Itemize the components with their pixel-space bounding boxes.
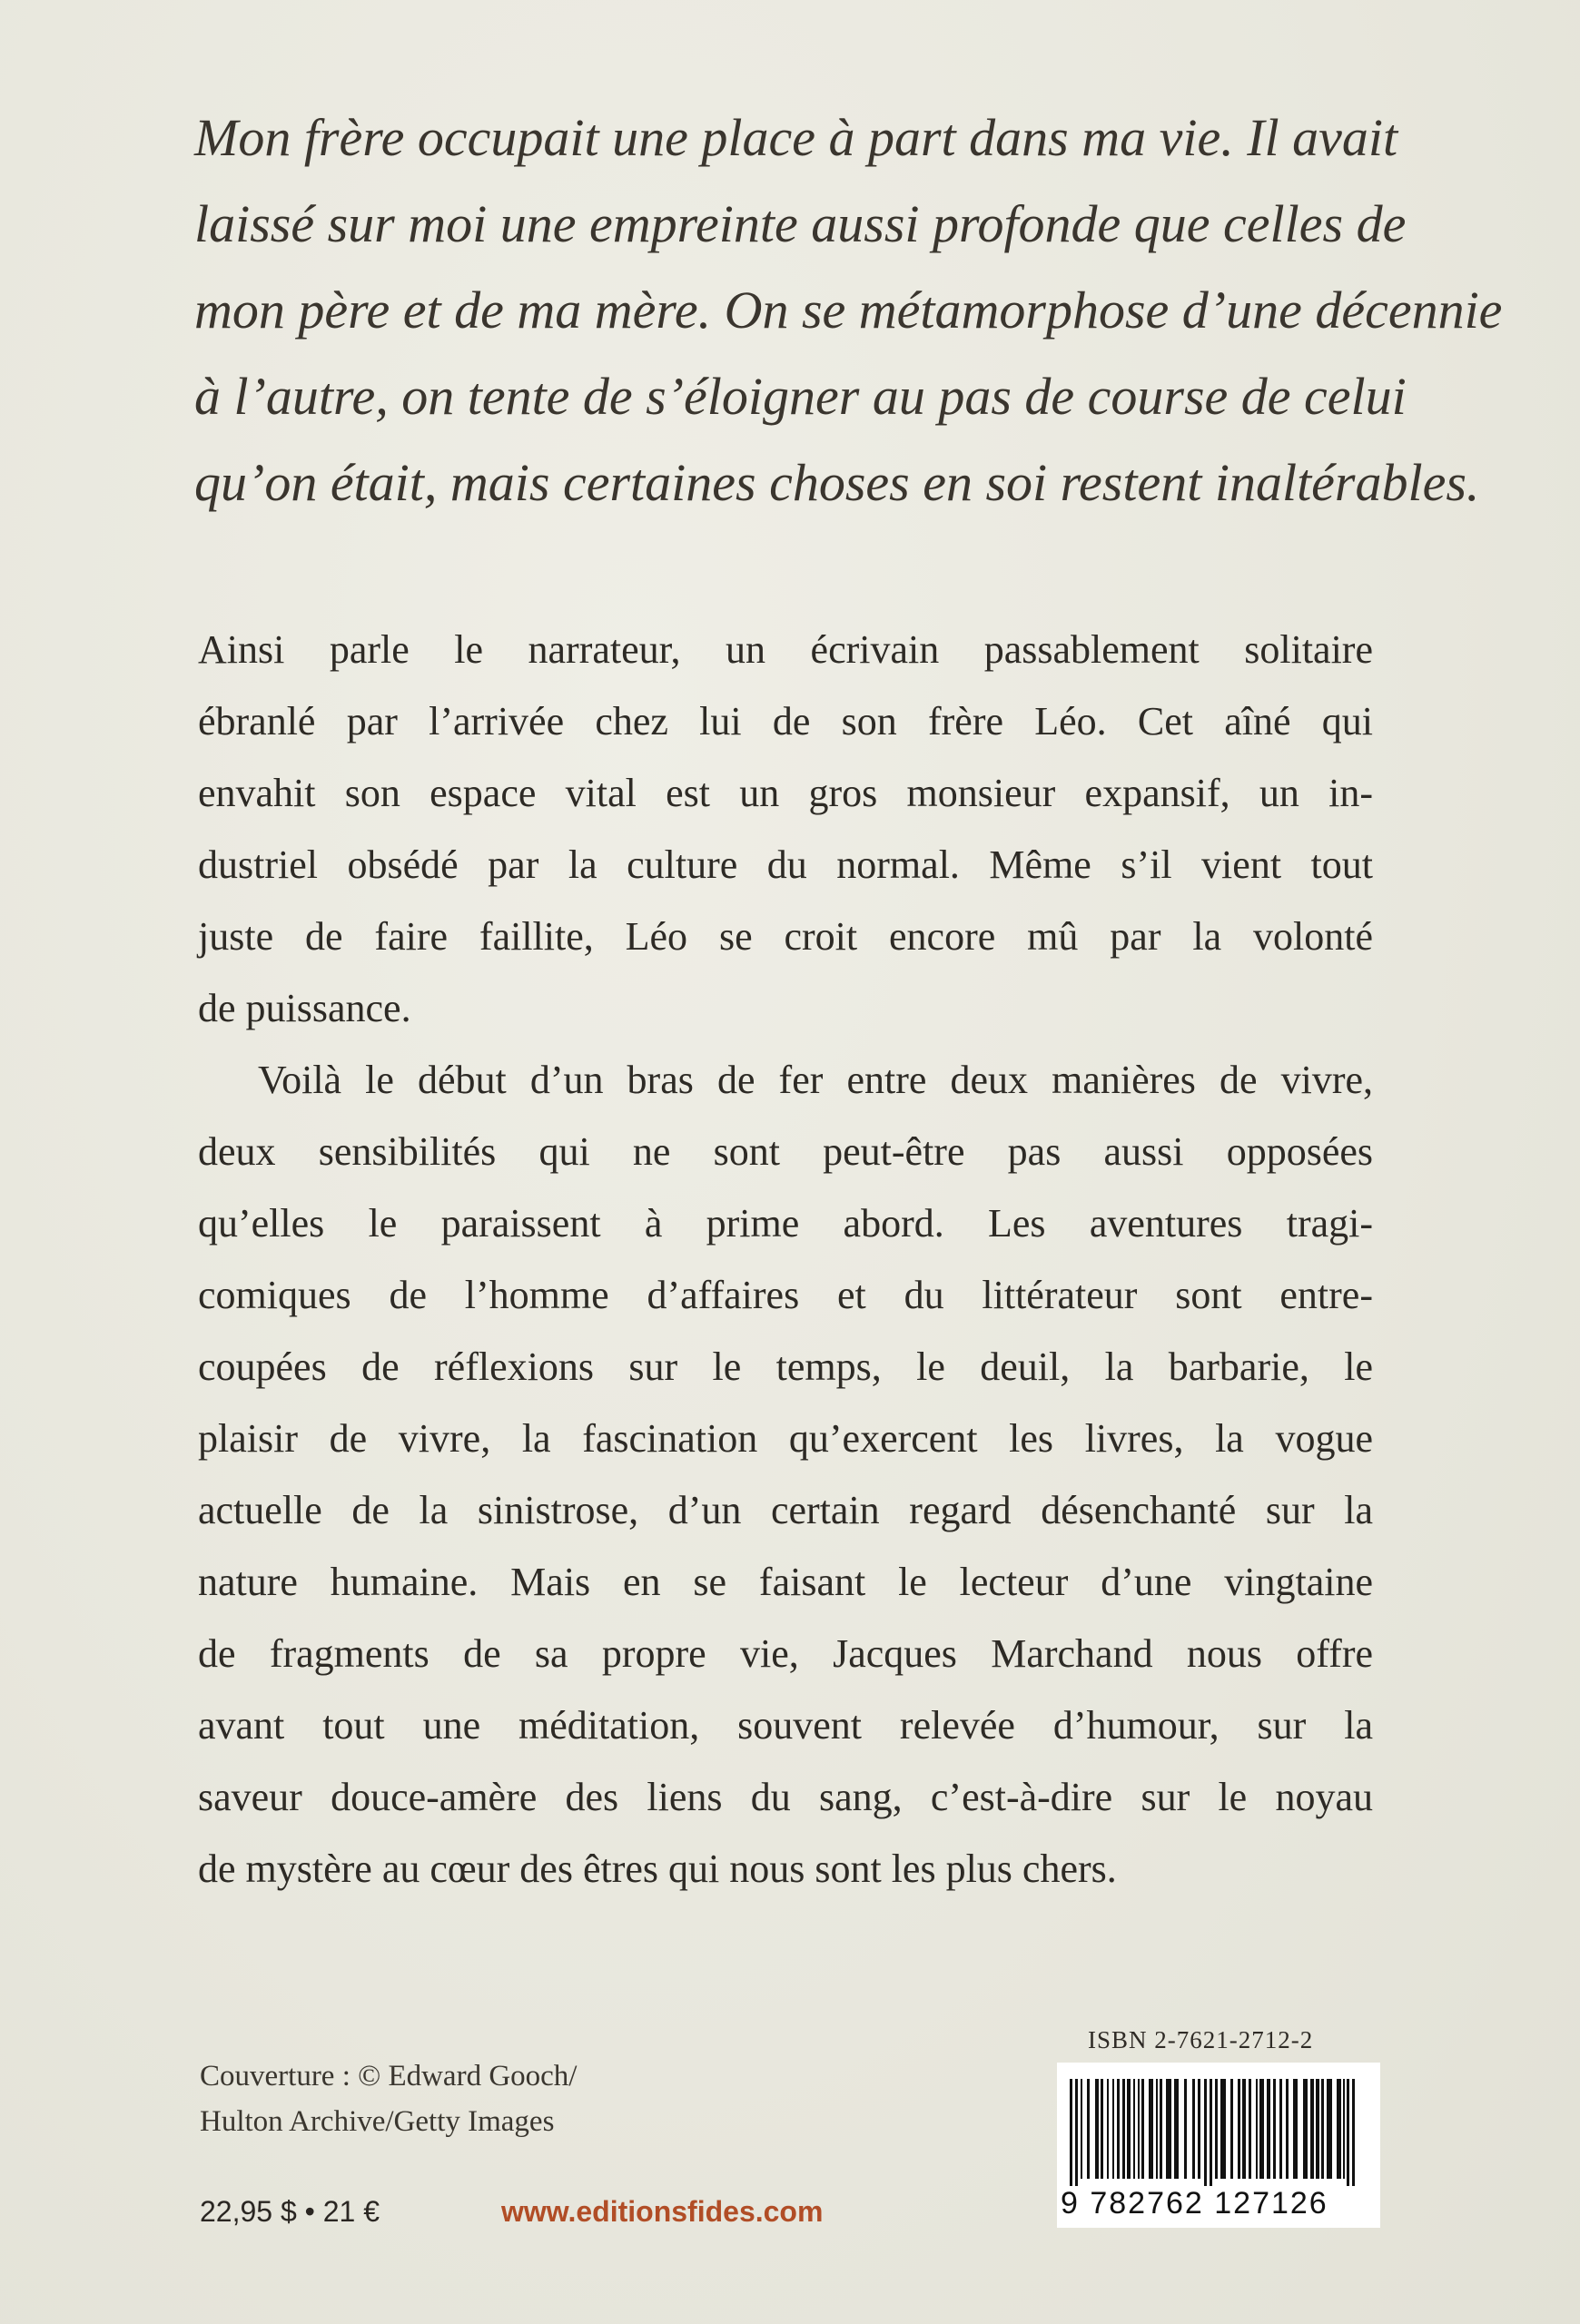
barcode-bar [1075, 2079, 1078, 2197]
barcode-bar [1303, 2079, 1308, 2179]
barcode-bar [1174, 2079, 1179, 2179]
blurb-line: de puissance. [198, 986, 411, 1030]
barcode-bar [1347, 2079, 1349, 2197]
epigraph-line: laissé sur moi une empreinte aussi profonde que celles de [194, 194, 1407, 253]
barcode-bar [1117, 2079, 1120, 2179]
blurb-line: ébranlé par l’arrivée chez lui de son frère Léo. Cet aîné qui [198, 699, 1373, 743]
barcode-bar [1259, 2079, 1264, 2179]
blurb-line: envahit son espace vital est un gros monsieur expansif, un in- [198, 771, 1373, 815]
blurb-line: Voilà le début d’un bras de fer entre deux manières de vivre, [258, 1058, 1373, 1102]
epigraph-line: Mon frère occupait une place à part dans ma vie. Il avait [194, 108, 1398, 167]
isbn-label: ISBN 2-7621-2712-2 [1088, 2026, 1314, 2053]
epigraph-line: qu’on était, mais certaines choses en soi restent inaltérables. [194, 453, 1480, 512]
barcode-bar [1166, 2079, 1171, 2179]
barcode-bar [1210, 2079, 1212, 2197]
barcode-bar [1256, 2079, 1258, 2179]
barcode-bar [1337, 2079, 1341, 2179]
barcode-bar [1286, 2079, 1289, 2179]
barcode-bar [1204, 2079, 1207, 2197]
barcode-bar [1160, 2079, 1162, 2179]
barcode-bar [1081, 2079, 1082, 2179]
blurb-line: de mystère au cœur des êtres qui nous sont les plus chers. [198, 1846, 1117, 1891]
barcode-bar [1310, 2079, 1314, 2179]
barcode-bar [1293, 2079, 1298, 2179]
price: 22,95 $ • 21 € [200, 2195, 380, 2228]
cover-credits [200, 2053, 577, 2144]
barcode-bar [1327, 2079, 1332, 2179]
blurb-line: deux sensibilités qui ne sont peut-être pas aussi opposées [198, 1129, 1373, 1174]
barcode-bar [1238, 2079, 1240, 2179]
epigraph-line: mon père et de ma mère. On se métamorphose d’une décennie [194, 281, 1503, 340]
barcode-bar [1352, 2079, 1355, 2197]
barcode-bar [1122, 2079, 1125, 2179]
blurb-line: nature humaine. Mais en se faisant le lecteur d’une vingtaine [198, 1560, 1373, 1604]
barcode-bar [1220, 2079, 1226, 2179]
barcode-bar [1198, 2079, 1200, 2179]
barcode-bar [1149, 2079, 1153, 2179]
blurb-paragraph-1 [198, 614, 1373, 1044]
barcode-bar [1273, 2079, 1276, 2179]
barcode-bars [1057, 2063, 1380, 2199]
barcode-bar [1230, 2079, 1233, 2179]
barcode-bar [1316, 2079, 1319, 2179]
blurb-line: plaisir de vivre, la fascination qu’exercent les livres, la vogue [198, 1416, 1373, 1461]
barcode-bar [1156, 2079, 1158, 2179]
barcode-bar [1127, 2079, 1131, 2179]
barcode-bar [1192, 2079, 1195, 2179]
blurb-line: qu’elles le paraissent à prime abord. Les aventures tragi- [198, 1201, 1373, 1246]
barcode-bar [1087, 2079, 1090, 2179]
barcode-bar [1112, 2079, 1114, 2179]
blurb-line: dustriel obsédé par la culture du normal. Même s’il vient tout [198, 842, 1373, 887]
barcode-bar [1267, 2079, 1270, 2179]
blurb-line: Ainsi parle le narrateur, un écrivain passablement solitaire [198, 627, 1373, 672]
barcode-bar [1141, 2079, 1144, 2179]
blurb-line: coupées de réflexions sur le temps, le deuil, la barbarie, le [198, 1344, 1373, 1389]
barcode-bar [1133, 2079, 1135, 2179]
blurb-line: avant tout une méditation, souvent relevée d’humour, sur la [198, 1703, 1373, 1748]
epigraph-line: à l’autre, on tente de s’éloigner au pas de course de celui [194, 367, 1407, 426]
barcode-bar [1107, 2079, 1109, 2179]
epigraph-quote [194, 94, 1503, 526]
credit-line-2: Hulton Archive/Getty Images [200, 2105, 555, 2138]
blurb-line: de fragments de sa propre vie, Jacques Marchand nous offre [198, 1631, 1373, 1676]
blurb-paragraph-2 [198, 1044, 1373, 1905]
publisher-website[interactable]: www.editionsfides.com [501, 2195, 824, 2228]
barcode-bar [1070, 2079, 1072, 2197]
blurb-line: saveur douce-amère des liens du sang, c’est-à-dire sur le noyau [198, 1775, 1373, 1819]
barcode-digits: 9 782762 127126 [1061, 2186, 1377, 2221]
blurb-line: juste de faire faillite, Léo se croit encore mû par la volonté [198, 914, 1373, 959]
barcode-bar [1215, 2079, 1218, 2179]
barcode-bar [1095, 2079, 1099, 2179]
credit-line-1: Couverture : © Edward Gooch/ [200, 2060, 578, 2093]
blurb [198, 614, 1373, 1905]
blurb-line: comiques de l’homme d’affaires et du littérateur sont entre- [198, 1273, 1373, 1317]
barcode-bar [1101, 2079, 1103, 2179]
barcode-bar [1184, 2079, 1187, 2179]
barcode-bar [1321, 2079, 1324, 2179]
blurb-line: actuelle de la sinistrose, d’un certain regard désenchanté sur la [198, 1488, 1373, 1532]
barcode-bar [1242, 2079, 1246, 2179]
barcode-bar [1343, 2079, 1345, 2179]
barcode-bar [1279, 2079, 1282, 2179]
barcode-bar [1138, 2079, 1140, 2179]
barcode-bar [1249, 2079, 1251, 2179]
